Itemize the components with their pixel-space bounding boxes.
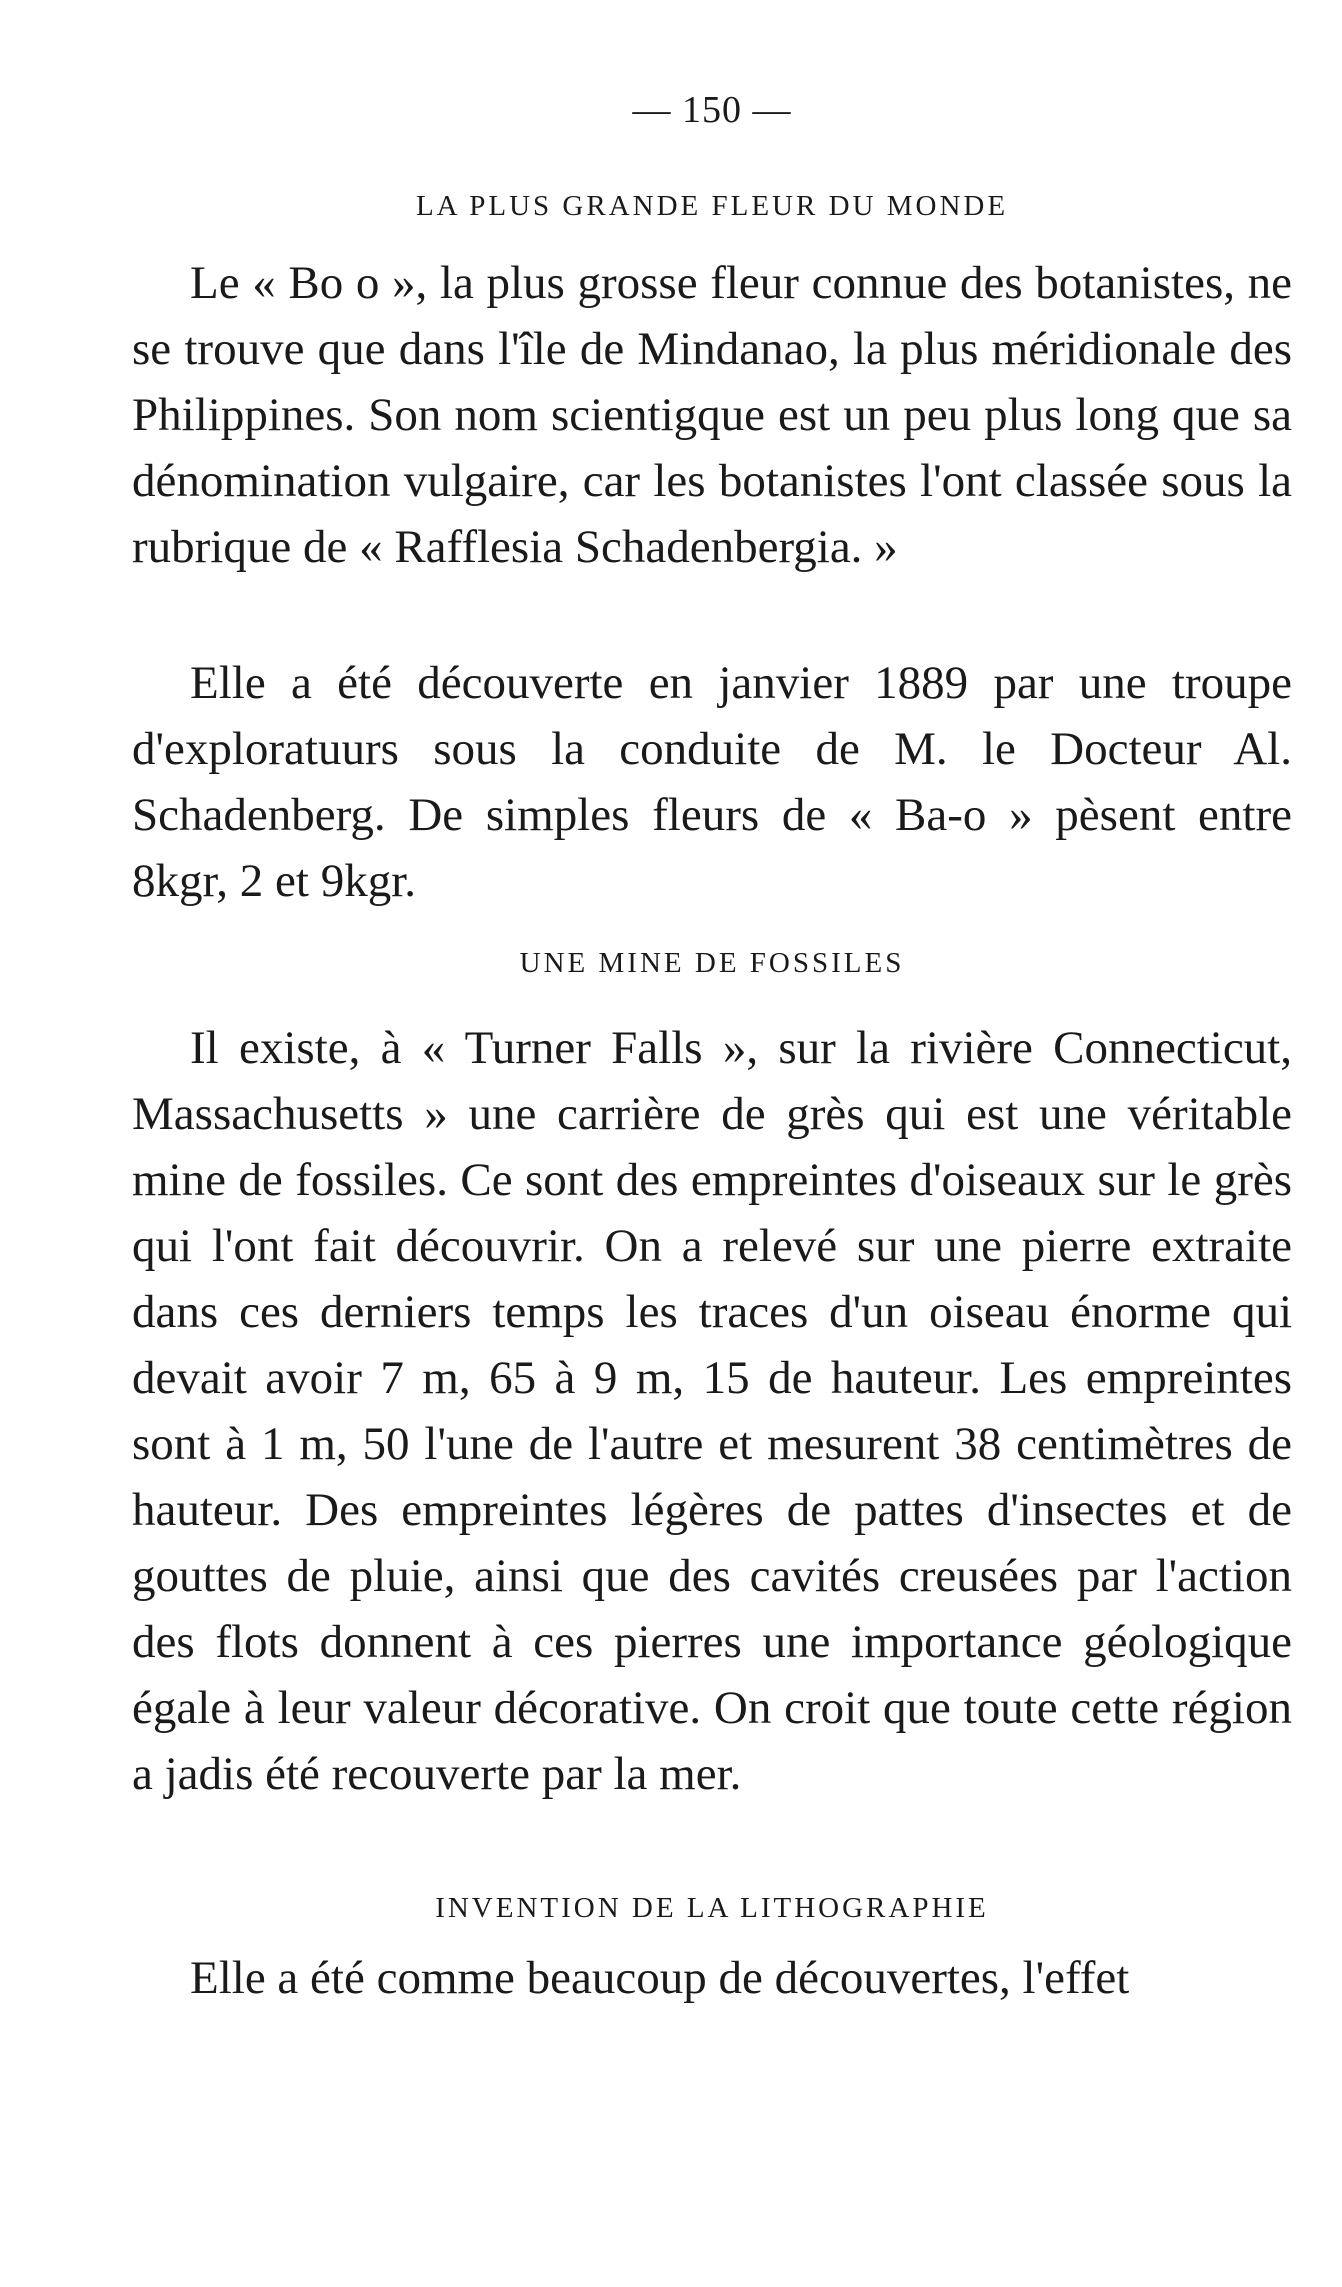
section-title-largest-flower: LA PLUS GRANDE FLEUR DU MONDE (415, 190, 1009, 222)
paragraph-lithography: Elle a été comme beaucoup de découvertes, l'effet (190, 1952, 1130, 2004)
paragraph-turner-falls: Il existe, à « Turner Falls », sur la rivière Connecticut, Massachusetts » une carrière de grès qui est une véritable mine de fossiles. Ce sont des empreintes d'oiseaux sur le grès qui l'ont fait découvrir. On a relevé sur une pierre extraite dans ces derniers temps les traces d'un oiseau énorme qui devait avoir 7 m, 65 à 9 m, 15 de hauteur. Les empreintes sont à 1 m, 50 l'une de l'autre et mesurent 38 centimètres de hauteur. Des empreintes légères de pattes d'insectes et de gouttes de pluie, ainsi que des cavités creusées par l'action des flots donnent à ces pierres une importance géologique égale à leur valeur décorative. On croit que toute cette région a jadis été recouverte par la mer. (132, 1022, 1292, 1800)
page-number: — 150 — (632, 89, 792, 131)
section-title-fossil-mine: UNE MINE DE FOSSILES (519, 947, 905, 979)
section-title-lithography: INVENTION DE LA LITHOGRAPHIE (435, 1892, 989, 1924)
paragraph-bo-o-flower: Le « Bo o », la plus grosse fleur connue des botanistes, ne se trouve que dans l'île de Mindanao, la plus méridionale des Philippines. Son nom scientigque est un peu plus long que sa dénomination vulgaire, car les botanistes l'ont classée sous la rubrique de « Rafflesia Schadenbergia. » (132, 257, 1292, 573)
paragraph-discovery: Elle a été découverte en janvier 1889 par une troupe d'exploratuurs sous la conduite de M. le Docteur Al. Schadenberg. De simples fleurs de « Ba-o » pèsent entre 8kgr, 2 et 9kgr. (132, 657, 1292, 907)
